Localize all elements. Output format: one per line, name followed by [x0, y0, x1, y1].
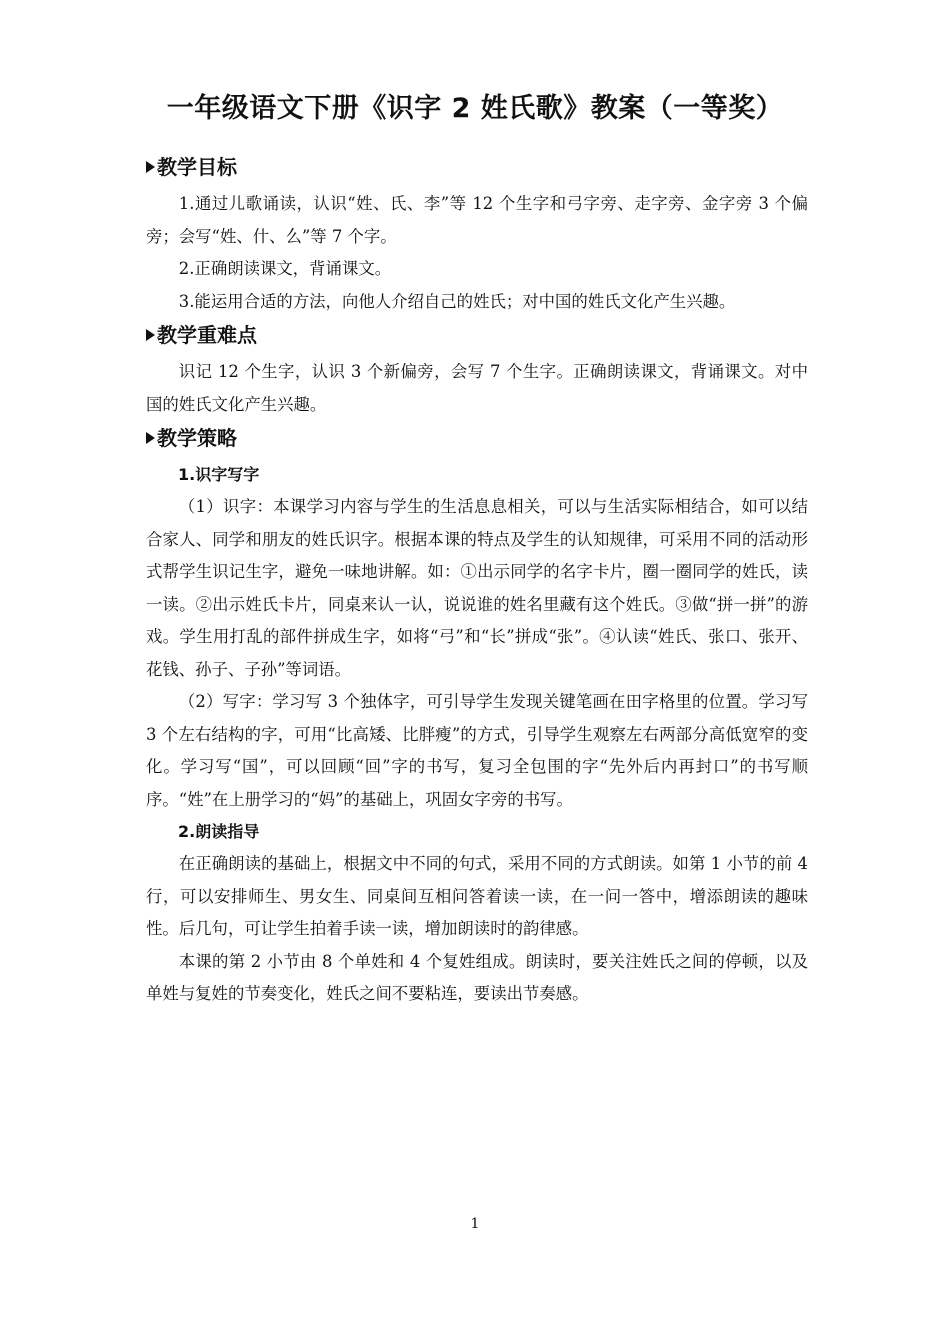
goal-item: 2.正确朗读课文，背诵课文。: [178, 259, 392, 278]
section-heading-text: 教学策略: [157, 426, 237, 450]
document-title: 一年级语文下册《识字 2 姓氏歌》教案（一等奖）: [166, 93, 784, 124]
triangle-bullet-icon: [146, 329, 155, 341]
section-heading-text: 教学重难点: [157, 323, 257, 347]
strategy-paragraph: 本课的第 2 小节由 8 个单姓和 4 个复姓组成。朗读时，要关注姓氏之间的停顿，以及单姓与复姓的节奏变化，姓氏之间不要粘连，要读出节奏感。: [146, 951, 808, 1003]
key-points-paragraph: 识记 12 个生字，认识 3 个新偏旁，会写 7 个生字。正确朗读课文，背诵课文。对中国的姓氏文化产生兴趣。: [146, 362, 808, 414]
strategy-paragraph: 在正确朗读的基础上，根据文中不同的句式，采用不同的方式朗读。如第 1 小节的前 4 行，可以安排师生、男女生、同桌间互相问答着读一读，在一问一答中，增添朗读的趣味性。后几句，可让学生拍着手读一读，增加朗读时的韵律感。: [146, 854, 808, 938]
strategy-paragraph: （2）写字：学习写 3 个独体字，可引导学生发现关键笔画在田字格里的位置。学习写 3 个左右结构的字，可用“比高矮、比胖瘦”的方式，引导学生观察左右两部分高低宽窄的变化。学习写“国”，可以回顾“回”字的书写，复习全包围的字“先外后内再封口”的书写顺序。“姓”在上册学习的“妈”的基础上，巩固女字旁的书写。: [146, 692, 808, 809]
section-heading-goals: [146, 150, 808, 184]
strategy-paragraph: （1）识字：本课学习内容与学生的生活息息相关，可以与生活实际相结合，如可以结合家人、同学和朋友的姓氏识字。根据本课的特点及学生的认知规律，可采用不同的活动形式帮学生识记生字，避免一味地讲解。如：①出示同学的名字卡片，圈一圈同学的姓氏，读一读。②出示姓氏卡片，同桌来认一认，说说谁的姓名里藏有这个姓氏。③做“拼一拼”的游戏。学生用打乱的部件拼成生字，如将“弓”和“长”拼成“张”。④认读“姓氏、张口、张开、花钱、孙子、子孙”等词语。: [146, 497, 808, 679]
page-number: 1: [470, 1216, 480, 1232]
subsection-heading-reading: 2.朗读指导: [178, 822, 260, 841]
triangle-bullet-icon: [146, 432, 155, 444]
section-heading-strategy: [146, 421, 808, 455]
subsection-heading-literacy: 1.识字写字: [178, 465, 260, 484]
goal-item: 1.通过儿歌诵读，认识“姓、氏、李”等 12 个生字和弓字旁、走字旁、金字旁 3 个偏旁；会写“姓、什、么”等 7 个字。: [146, 194, 808, 246]
section-heading-text: 教学目标: [157, 155, 237, 179]
section-heading-key-points: [146, 318, 808, 352]
goal-item: 3.能运用合适的方法，向他人介绍自己的姓氏；对中国的姓氏文化产生兴趣。: [178, 291, 736, 311]
triangle-bullet-icon: [146, 161, 155, 173]
document-body: [146, 150, 808, 1011]
